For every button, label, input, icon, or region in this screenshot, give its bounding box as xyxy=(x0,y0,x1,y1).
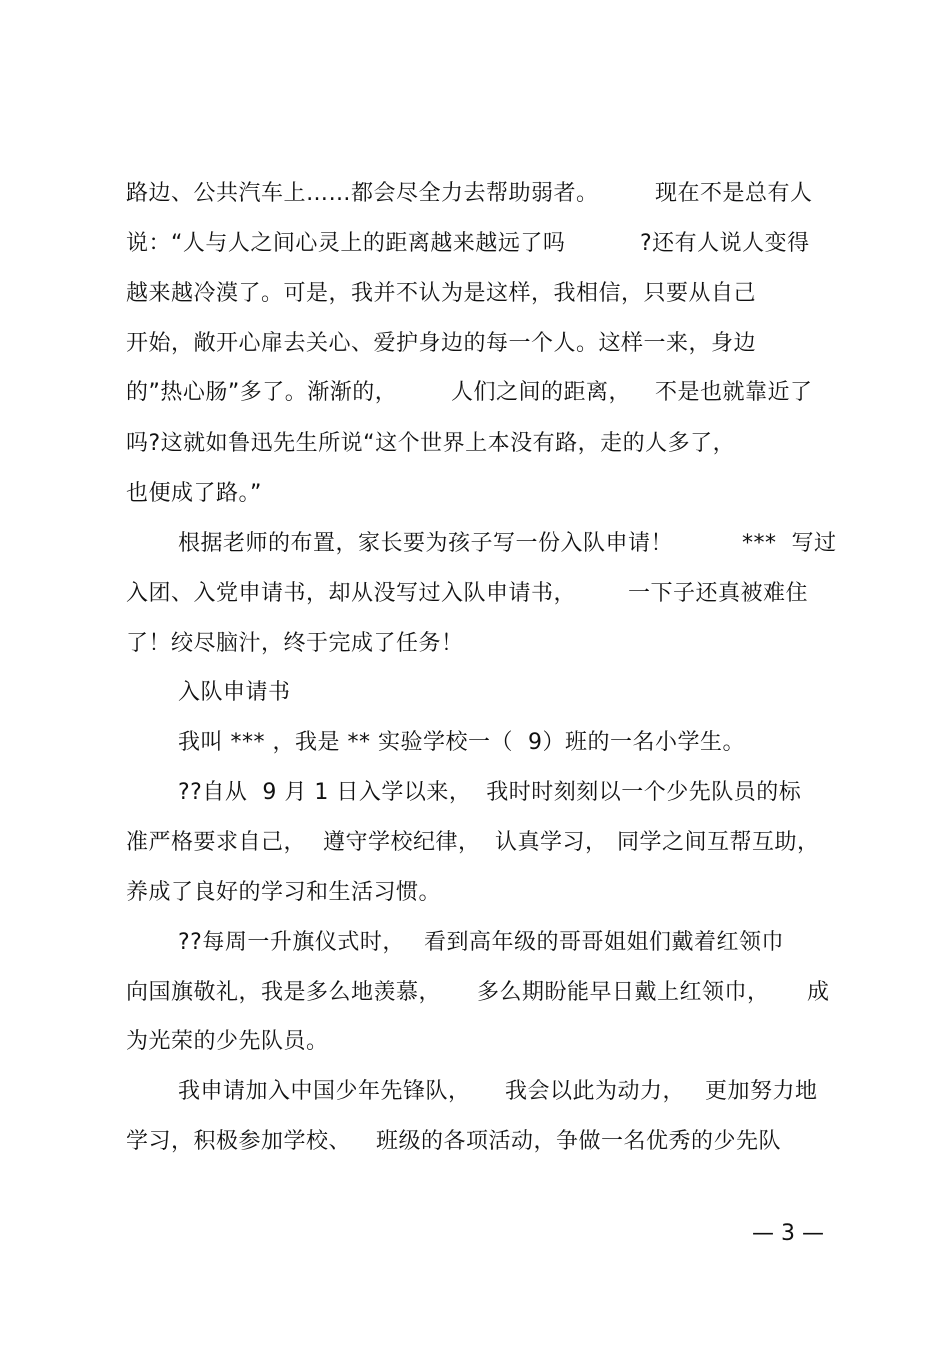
text-segment: 路边、公共汽车上……都会尽全力去帮助弱者。 xyxy=(126,181,599,206)
paragraph-2-line-3 xyxy=(0,629,464,659)
paragraph-5-line-2 xyxy=(0,1127,782,1157)
paragraph-4-line-2 xyxy=(0,978,830,1008)
paragraph-2-line-1 xyxy=(0,529,837,559)
text-segment: 看到高年级的哥哥姐姐们戴着红领巾 xyxy=(424,930,785,955)
application-title xyxy=(0,678,291,708)
text-segment: 向国旗敬礼，我是多么地羡慕， xyxy=(126,980,442,1005)
paragraph-3-line-3 xyxy=(0,878,442,908)
text-segment: ??自从 9 月 1 日入学以来， 我时时刻刻以一个少先队员的标 xyxy=(178,780,802,805)
text-segment: 我叫 *** ，我是 ** 实验学校一（ 9）班的一名小学生。 xyxy=(178,730,745,755)
text-segment: 学习，积极参加学校、 xyxy=(126,1129,352,1154)
text-segment: 不是也就靠近了 xyxy=(655,380,813,405)
text-segment: 吗?这就如鲁迅先生所说“这个世界上本没有路，走的人多了， xyxy=(126,431,736,456)
paragraph-3-line-1 xyxy=(0,778,802,808)
text-segment: 同学之间互帮互助， xyxy=(617,830,820,855)
text-segment: 越来越冷漠了。可是，我并不认为是这样，我相信，只要从自己 xyxy=(126,281,757,306)
text-segment: 说：“人与人之间心灵上的距离越来越远了吗 xyxy=(126,231,566,256)
text-segment: 成 xyxy=(807,980,830,1005)
text-segment: 我申请加入中国少年先锋队， xyxy=(178,1079,471,1104)
text-segment: 我会以此为动力， xyxy=(505,1079,686,1104)
text-segment: 的”热心肠”多了。渐渐的， xyxy=(126,380,398,405)
paragraph-2-line-2 xyxy=(0,579,809,609)
text-segment: 开始，敞开心扉去关心、爱护身边的每一个人。这样一来，身边 xyxy=(126,331,757,356)
paragraph-5-line-1 xyxy=(0,1077,818,1107)
text-segment: 根据老师的布置，家长要为孩子写一份入队申请！ xyxy=(178,531,674,556)
paragraph-1-line-3 xyxy=(0,279,757,309)
text-segment: 入队申请书 xyxy=(178,680,291,705)
paragraph-1-line-6 xyxy=(0,429,736,459)
text-segment: *** 写过 xyxy=(742,531,837,556)
text-segment: ?还有人说人变得 xyxy=(640,231,810,256)
paragraph-1-line-1 xyxy=(0,179,813,209)
paragraph-1-line-4 xyxy=(0,329,757,359)
text-segment: 认真学习， xyxy=(495,830,608,855)
text-segment: 现在不是总有人 xyxy=(655,181,813,206)
paragraph-4-line-1 xyxy=(0,928,785,958)
text-segment: 了！绞尽脑汁，终于完成了任务！ xyxy=(126,631,464,656)
text-segment: 一下子还真被难住 xyxy=(628,581,809,606)
paragraph-1-line-7 xyxy=(0,479,262,509)
text-segment: 入团、入党申请书，却从没写过入队申请书， xyxy=(126,581,577,606)
text-segment: ??每周一升旗仪式时， xyxy=(178,930,405,955)
paragraph-4-line-3 xyxy=(0,1027,329,1057)
text-segment: 多么期盼能早日戴上红领巾， xyxy=(477,980,770,1005)
text-segment: 更加努力地 xyxy=(705,1079,818,1104)
intro-line xyxy=(0,728,745,758)
text-segment: 也便成了路。” xyxy=(126,481,262,506)
text-segment: 班级的各项活动，争做一名优秀的少先队 xyxy=(376,1129,782,1154)
paragraph-1-line-2 xyxy=(0,229,810,259)
paragraph-3-line-2 xyxy=(0,828,820,858)
text-segment: 人们之间的距离， xyxy=(451,380,632,405)
paragraph-1-line-5 xyxy=(0,378,813,408)
text-segment: 为光荣的少先队员。 xyxy=(126,1029,329,1054)
page-number: — 3 — xyxy=(752,1221,824,1246)
text-segment: 养成了良好的学习和生活习惯。 xyxy=(126,880,442,905)
text-segment: 遵守学校纪律， xyxy=(323,830,481,855)
text-segment: 准严格要求自己， xyxy=(126,830,307,855)
